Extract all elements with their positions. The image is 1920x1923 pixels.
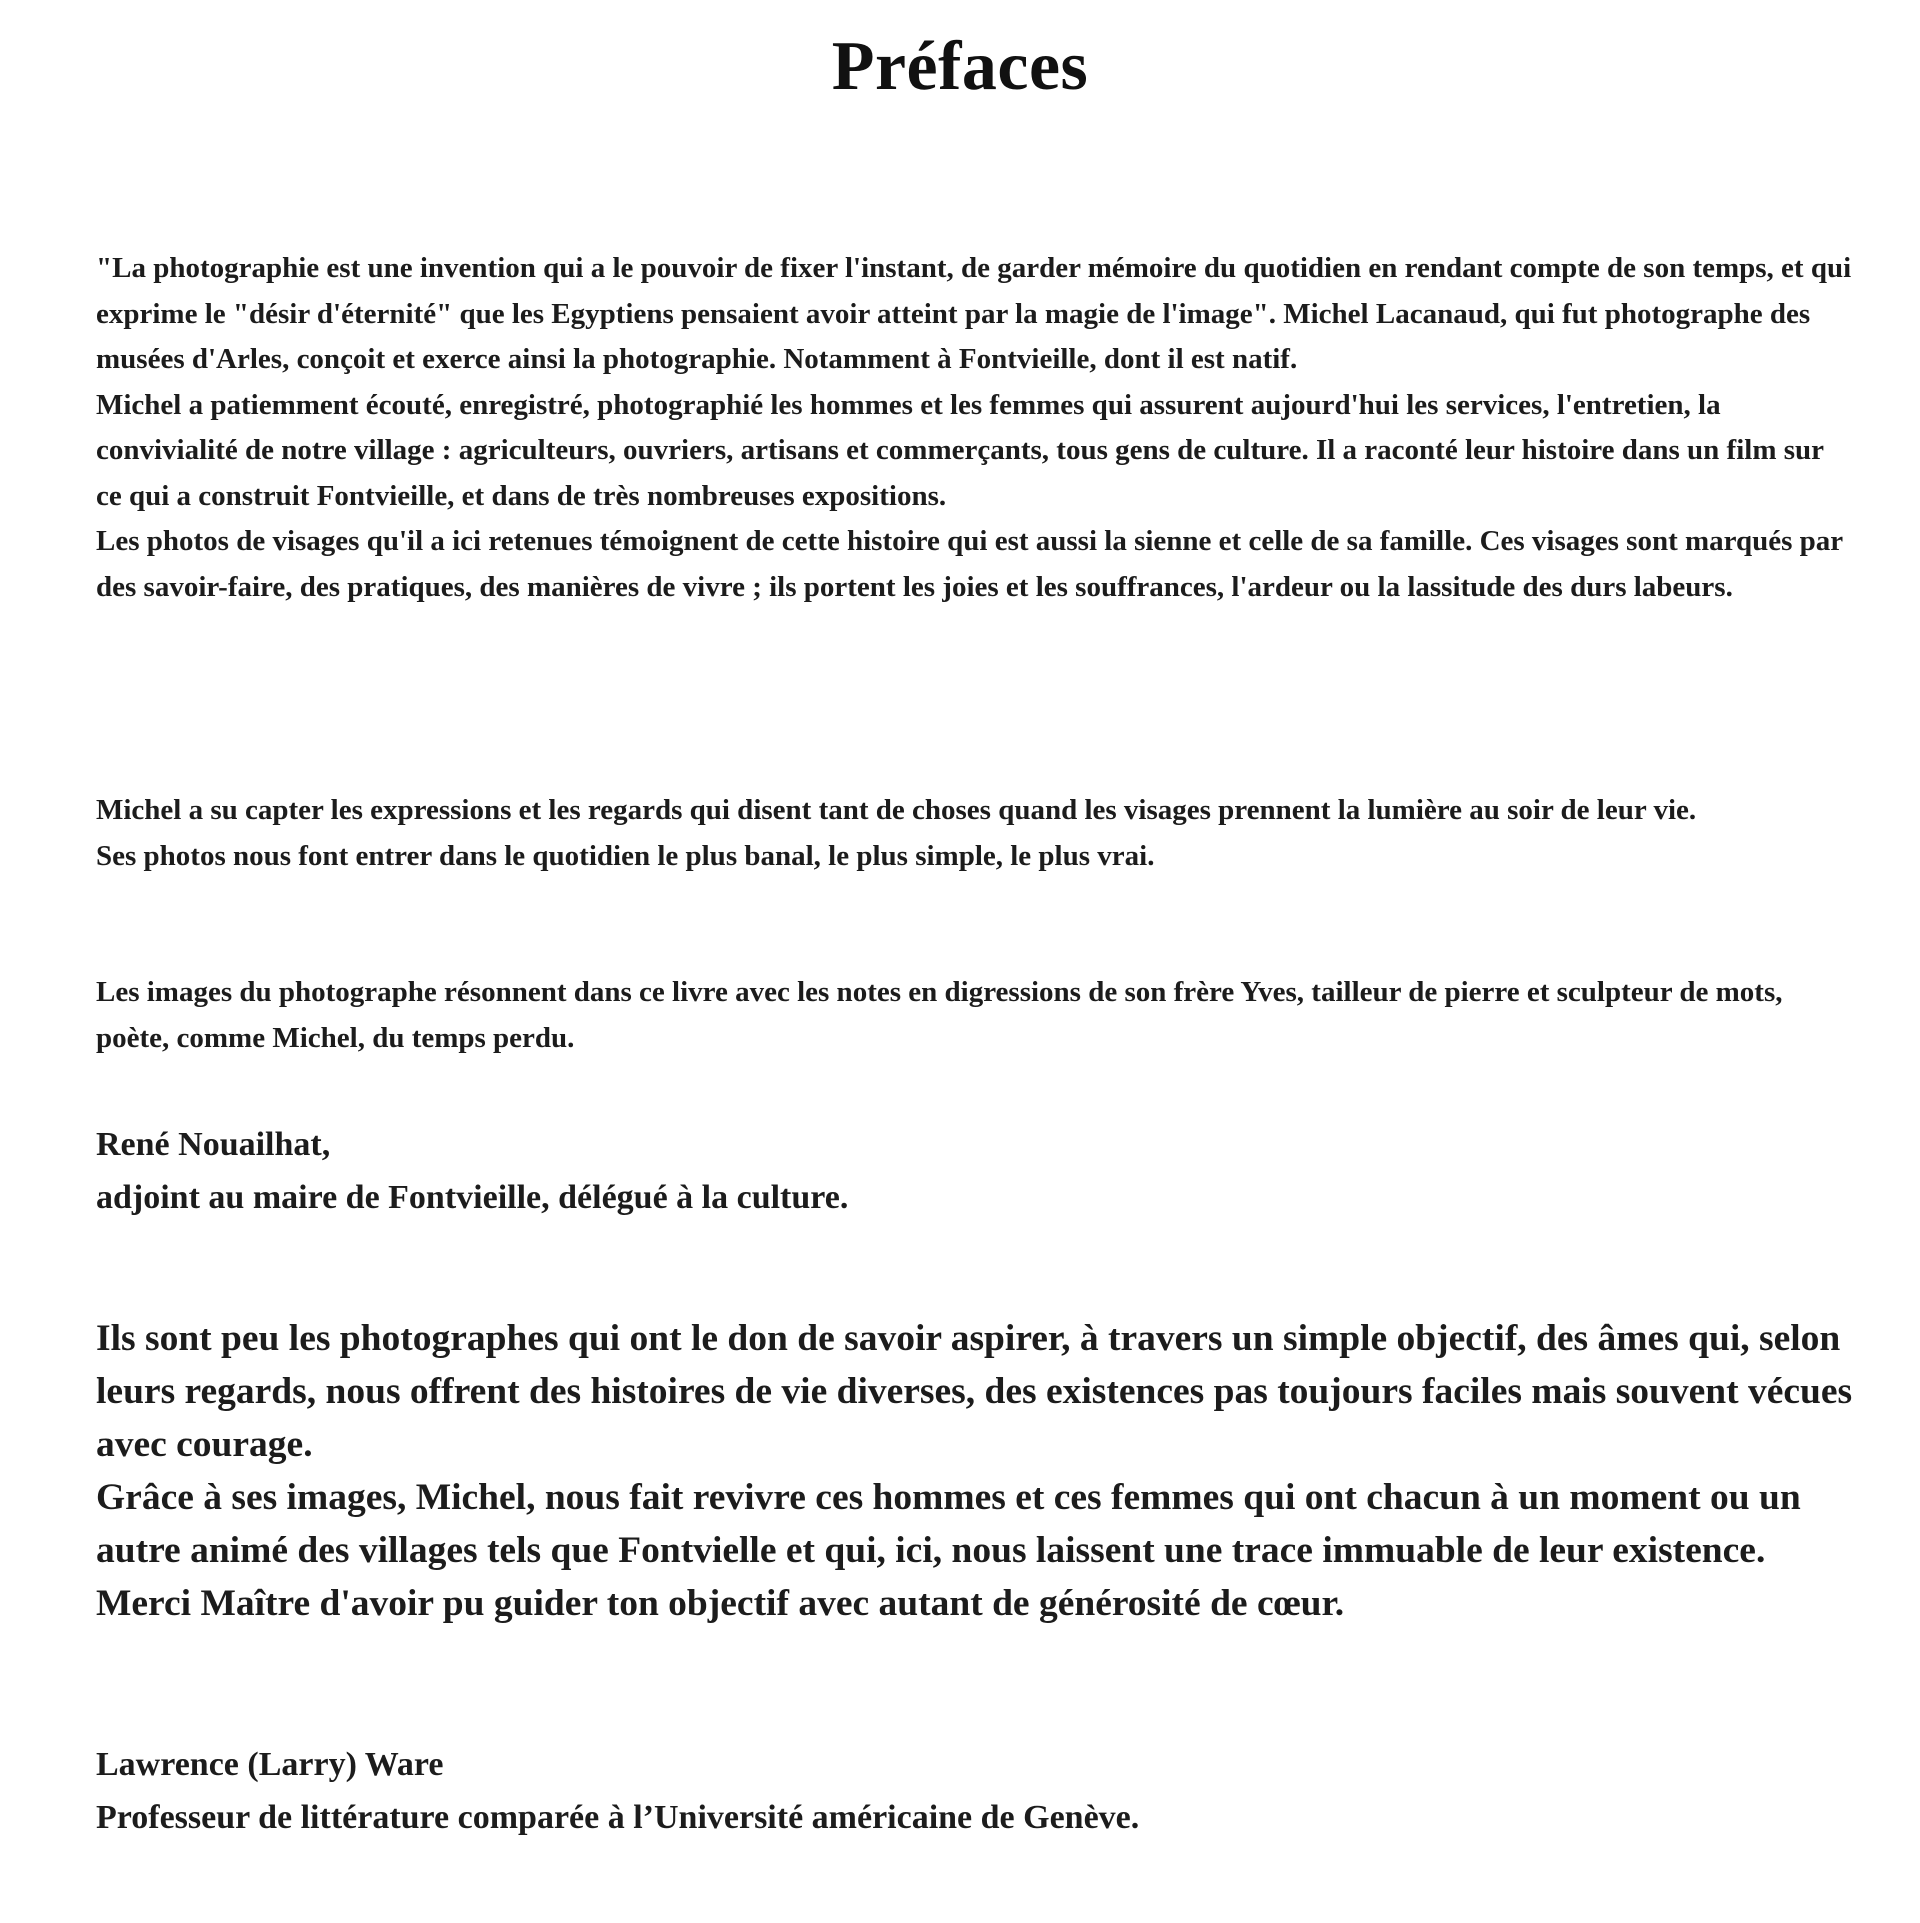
preface-2-paragraph-b: Grâce à ses images, Michel, nous fait revivre ces hommes et ces femmes qui ont chacun à un moment ou un autre animé des villages tels que Fontvielle et qui, ici, nous laissent une trace immuable de leur existence. [96, 1477, 1811, 1571]
preface-1-body-1 [96, 246, 1859, 610]
preface-1-paragraph-e: Ses photos nous font entrer dans le quotidien le plus banal, le plus simple, le plus vrai. [96, 839, 1155, 872]
preface-2-author-role: Professeur de littérature comparée à l’Université américaine de Genève. [96, 1799, 1140, 1836]
preface-1-paragraph-c: Les photos de visages qu'il a ici retenues témoignent de cette histoire qui est aussi la sienne et celle de sa famille. Ces visages sont marqués par des savoir-faire, des pratiques, des manières de vivre ; ils portent les joies et les souffrances, l'ardeur ou la lassitude des durs labeurs. [96, 525, 1850, 603]
page-title: Préfaces [831, 28, 1089, 105]
preface-1-paragraph-a: "La photographie est une invention qui a le pouvoir de fixer l'instant, de garder mémoire du quotidien en rendant compte de son temps, et qui exprime le "désir d'éternité" que les Egyptiens pensaient avoir atteint par la magie de l'image". Michel Lacanaud, qui fut photographe des musées d'Arles, conçoit et exerce ainsi la photographie. Notamment à Fontvieille, dont il est natif. [96, 252, 1859, 375]
preface-1-paragraph-d: Michel a su capter les expressions et les regards qui disent tant de choses quand les visages prennent la lumière au soir de leur vie. [96, 794, 1697, 826]
preface-2-signature [96, 1738, 1856, 1844]
preface-1-body-2 [96, 788, 1856, 879]
preface-1-paragraph-f: Les images du photographe résonnent dans ce livre avec les notes en digressions de son frère Yves, tailleur de pierre et sculpteur de mots, poète, comme Michel, du temps perdu. [96, 976, 1790, 1054]
preface-1-paragraph-b: Michel a patiemment écouté, enregistré, photographié les hommes et les femmes qui assurent aujourd'hui les services, l'entretien, la convivialité de notre village : agriculteurs, ouvriers, artisans et commerçants, tous gens de culture. Il a raconté leur histoire dans un film sur ce qui a construit Fontvieille, et dans de très nombreuses expositions. [96, 388, 1831, 512]
preface-2-paragraph-c: Merci Maître d'avoir pu guider ton objectif avec autant de générosité de cœur. [96, 1583, 1345, 1624]
preface-2-body [96, 1312, 1862, 1630]
preface-1-signature [96, 1118, 1856, 1224]
preface-1-author-name: René Nouailhat, [96, 1126, 331, 1163]
preface-1-body-3 [96, 970, 1856, 1061]
preface-2-paragraph-a: Ils sont peu les photographes qui ont le don de savoir aspirer, à travers un simple objectif, des âmes qui, selon leurs regards, nous offrent des histoires de vie diverses, des existences pas toujours faciles mais souvent vécues avec courage. [96, 1318, 1862, 1465]
preface-2-author-name: Lawrence (Larry) Ware [96, 1746, 444, 1783]
preface-1-author-role: adjoint au maire de Fontvieille, délégué à la culture. [96, 1179, 849, 1216]
